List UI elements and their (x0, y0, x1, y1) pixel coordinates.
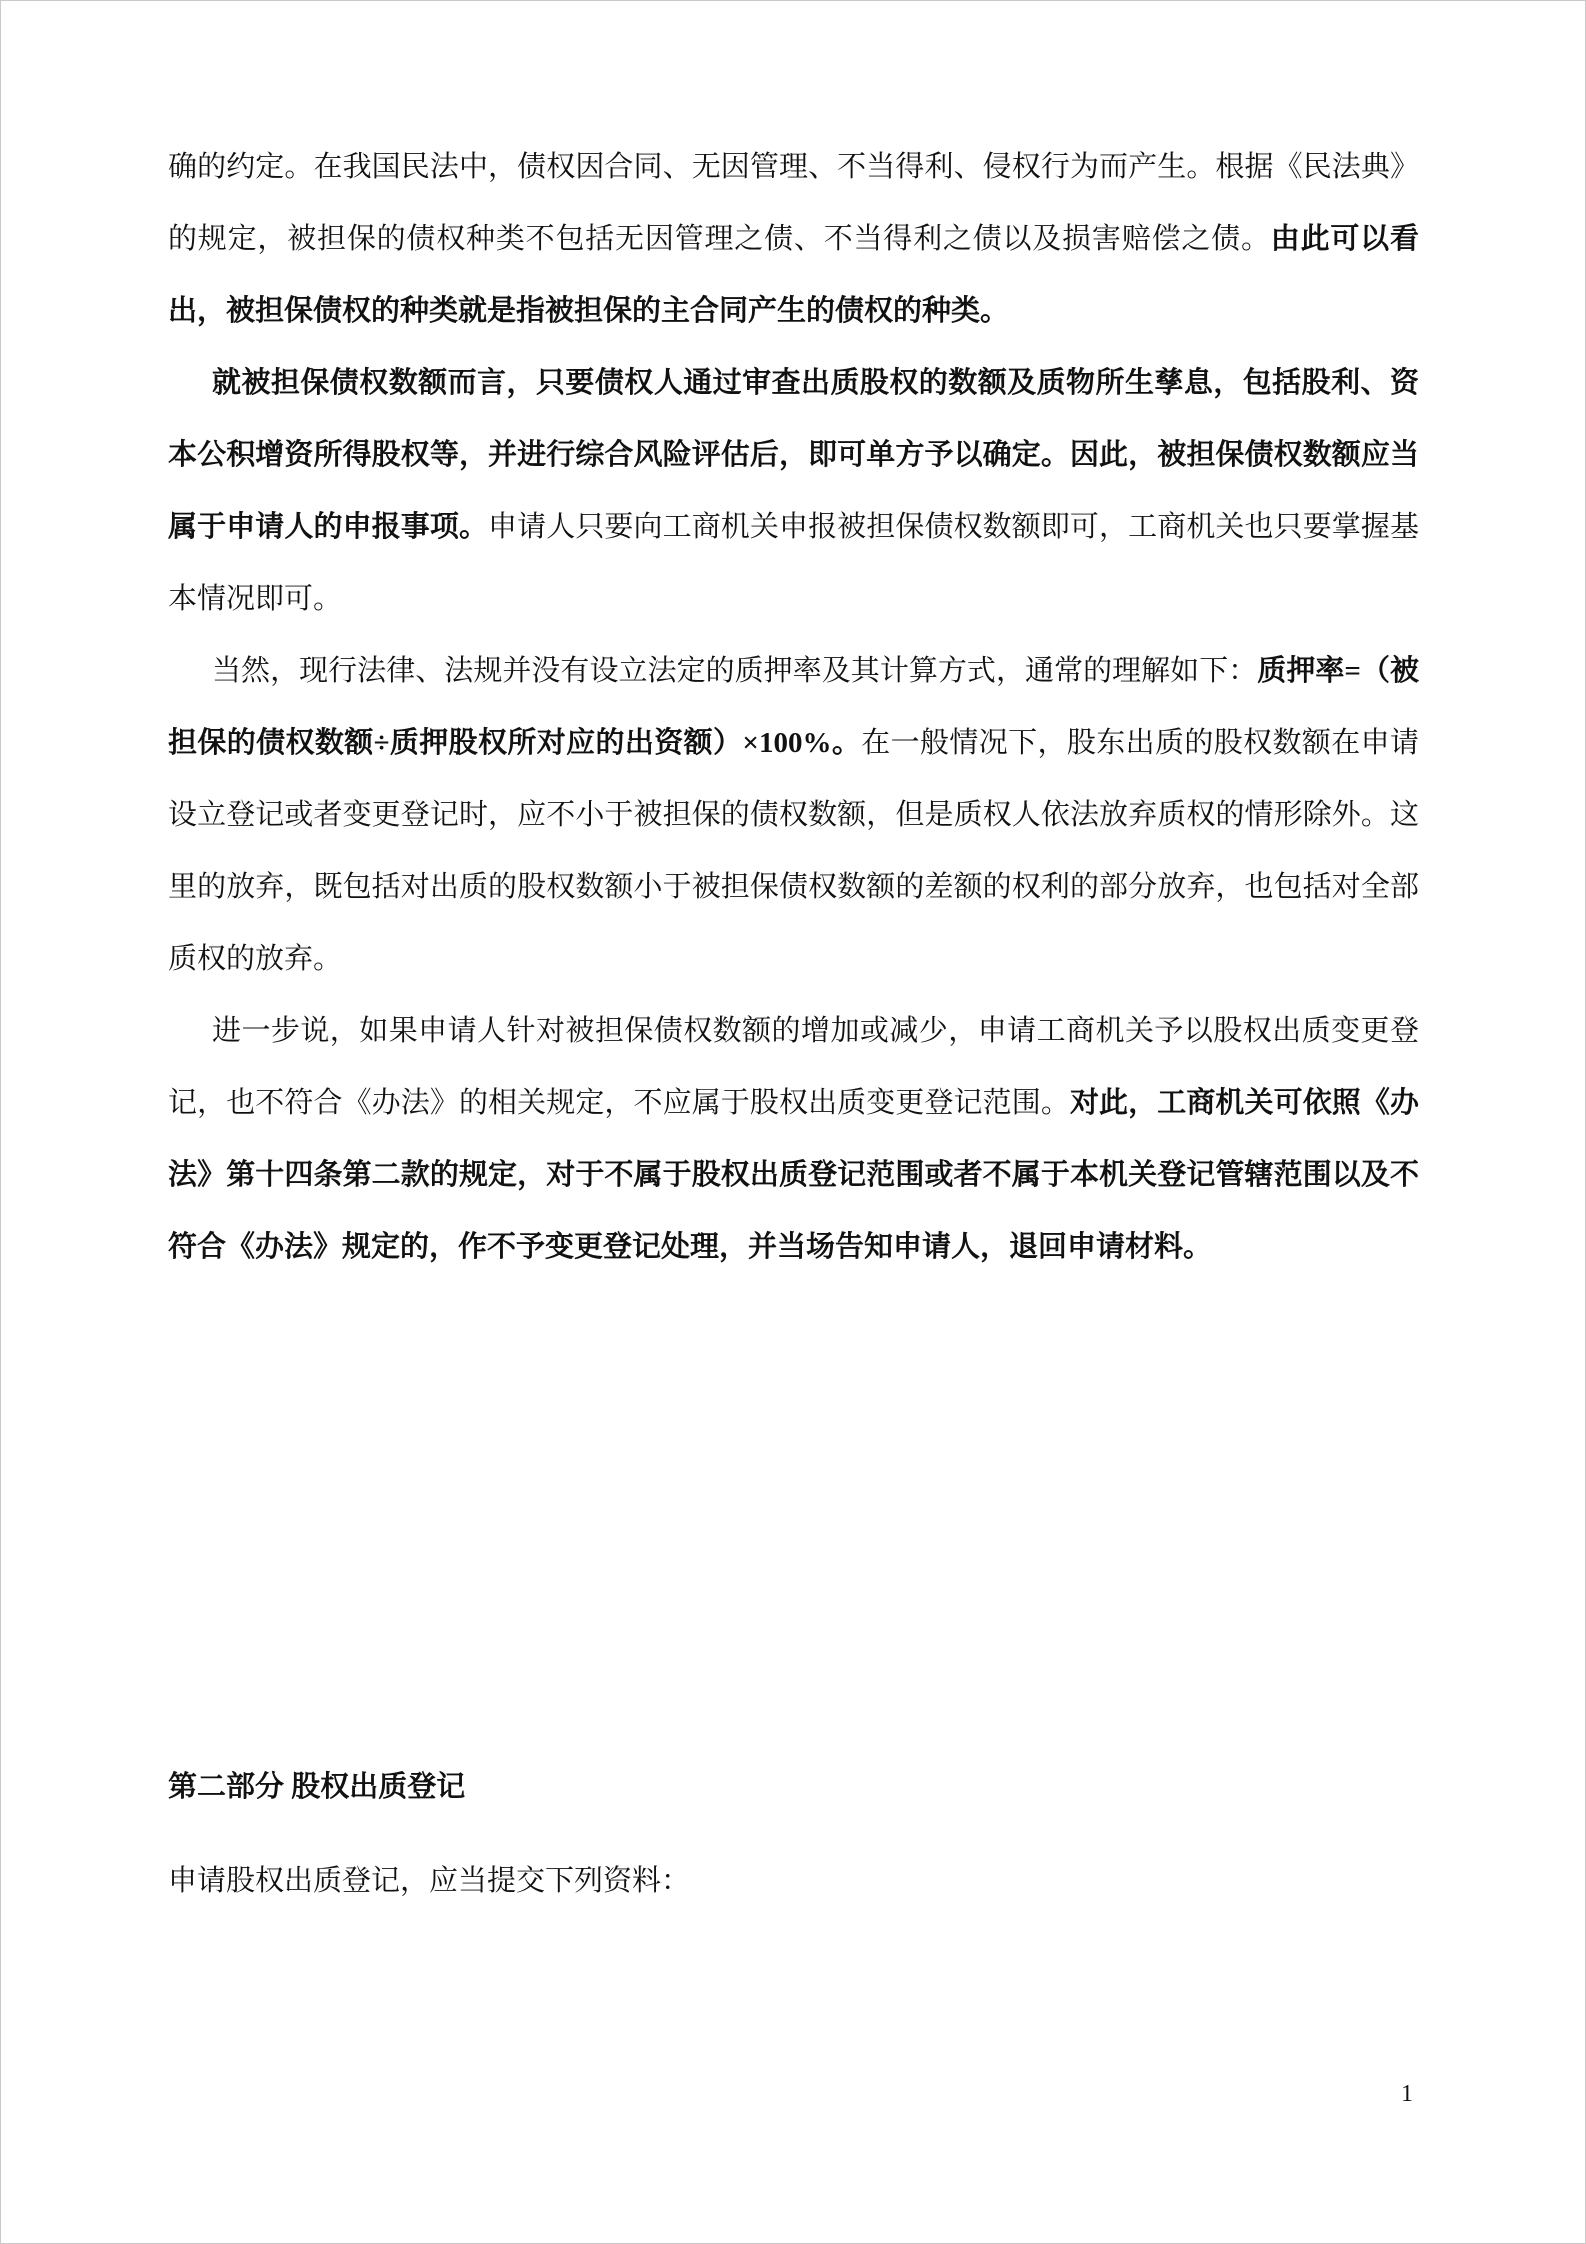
section-part-two (168, 1751, 1419, 1917)
text-run: 对此，工商机关可依照《办法》第十四条第二款的规定，对于不属于股权出质登记范围或者不属于本机关登记管辖范围以及不符合《办法》规定的，作不予变更登记处理，并当场告知申请人，退回申请材料。 (168, 1087, 1419, 1263)
page-number: 1 (1401, 2081, 1413, 2107)
paragraph (168, 995, 1419, 1283)
text-run: 确的约定。在我国民法中，债权因合同、无因管理、不当得利、侵权行为而产生。根据《民法典》的规定，被担保的债权种类不包括无因管理之债、不当得利之债以及损害赔偿之债。 (168, 151, 1419, 255)
paragraph (168, 635, 1419, 995)
section-heading: 第二部分 股权出质登记 (168, 1771, 466, 1803)
section-intro: 申请股权出质登记，应当提交下列资料： (168, 1865, 691, 1897)
text-run: 当然，现行法律、法规并没有设立法定的质押率及其计算方式，通常的理解如下： (212, 655, 1258, 687)
text-run: 申请人只要向工商机关申报被担保债权数额即可，工商机关也只要掌握基本情况即可。 (168, 511, 1419, 615)
text-run: 在一般情况下，股东出质的股权数额在申请设立登记或者变更登记时，应不小于被担保的债权数额，但是质权人依法放弃质权的情形除外。这里的放弃，既包括对出质的股权数额小于被担保债权数额的差额的权利的部分放弃，也包括对全部质权的放弃。 (168, 727, 1419, 975)
text-run: 就被担保债权数额而言，只要债权人通过审查出质股权的数额及质物所生孳息，包括股利、资本公积增资所得股权等，并进行综合风险评估后，即可单方予以确定。因此，被担保债权数额应当属于申请人的申报事项。 (168, 367, 1419, 543)
text-run: 由此可以看出，被担保债权的种类就是指被担保的主合同产生的债权的种类。 (168, 223, 1419, 327)
text-run: 进一步说，如果申请人针对被担保债权数额的增加或减少，申请工商机关予以股权出质变更登记，也不符合《办法》的相关规定，不应属于股权出质变更登记范围。 (168, 1015, 1419, 1119)
paragraph (168, 347, 1419, 635)
document-body (168, 131, 1419, 1283)
paragraph (168, 131, 1419, 347)
text-run: 质押率=（被担保的债权数额÷质押股权所对应的出资额）×100%。 (168, 655, 1419, 759)
document-content (168, 131, 1419, 1917)
